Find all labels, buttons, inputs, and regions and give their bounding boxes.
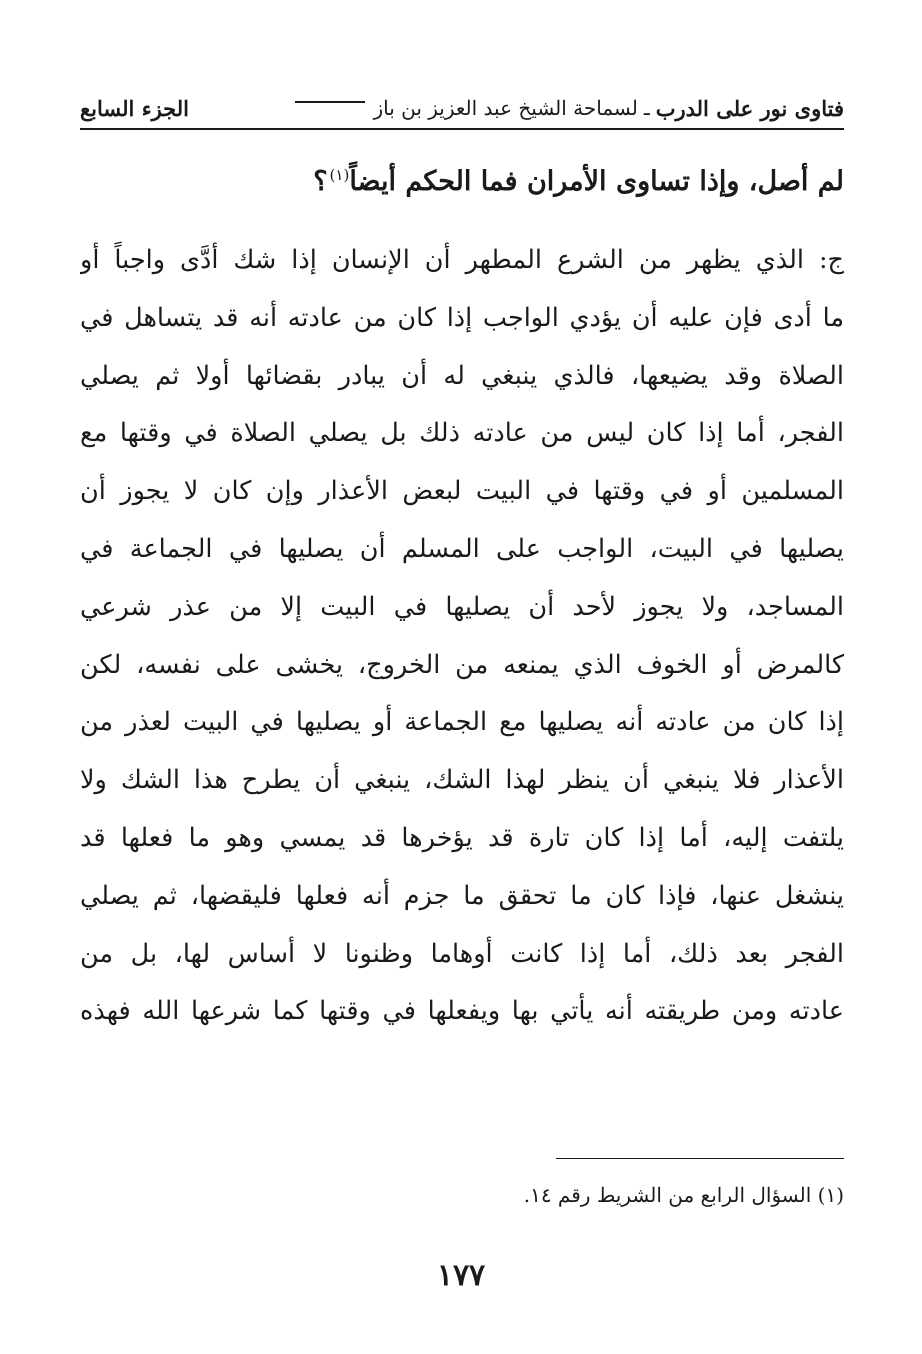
body-line: يلتفت إليه، أما إذا كان تارة قد يؤخرها قد يمسي وهو ما فعلها قد <box>80 822 844 853</box>
body-line: ما أدى فإن عليه أن يؤدي الواجب إذا كان من عادته أنه قد يتساهل في <box>80 302 844 333</box>
body-line: يصليها في البيت، الواجب على المسلم أن يصليها في الجماعة في <box>80 533 844 564</box>
body-line: ينشغل عنها، فإذا كان ما تحقق ما جزم أنه فعلها فليقضها، ثم يصلي <box>80 880 844 911</box>
body-line: الصلاة وقد يضيعها، فالذي ينبغي له أن يبادر بقضائها أولا ثم يصلي <box>80 360 844 391</box>
body-line: الفجر، أما إذا كان ليس من عادته ذلك بل يصلي الصلاة في وقتها مع <box>80 418 844 449</box>
footnote-divider <box>556 1158 844 1159</box>
header-title-group <box>287 96 844 121</box>
question-mark: ؟ <box>313 166 328 197</box>
body-line: إذا كان من عادته أنه يصليها مع الجماعة أو يصليها في البيت لعذر من <box>80 707 844 738</box>
body-line: ج: الذي يظهر من الشرع المطهر أن الإنسان إذا شك أدَّى واجباً أو <box>80 245 844 275</box>
body-line: المساجد، ولا يجوز لأحد أن يصليها في البيت إلا من عذر شرعي <box>80 591 844 622</box>
header-part: الجزء السابع <box>80 95 189 121</box>
answer-body <box>80 232 844 1041</box>
question-text: لم أصل، وإذا تساوى الأمران فما الحكم أيضاً <box>349 166 844 197</box>
header-book-title: فتاوى نور على الدرب <box>655 95 844 121</box>
running-header <box>80 88 844 130</box>
header-separator: ـ <box>643 96 650 120</box>
footnote-reference: (١) <box>329 166 350 184</box>
body-line: المسلمين أو في وقتها في البيت لبعض الأعذار وإن كان لا يجوز أن <box>80 476 844 507</box>
body-line: عادته ومن طريقته أنه يأتي بها ويفعلها في وقتها كما شرعها الله فهذه <box>80 996 844 1027</box>
header-rule <box>295 101 365 103</box>
header-author: لسماحة الشيخ عبد العزيز بن باز <box>373 96 638 120</box>
footnote: (١) السؤال الرابع من الشريط رقم ١٤. <box>523 1183 844 1207</box>
body-line: الفجر بعد ذلك، أما إذا كانت أوهاما وظنونا لا أساس لها، بل من <box>80 938 844 969</box>
page-number: ١٧٧ <box>436 1258 486 1293</box>
body-line: الأعذار فلا ينبغي أن ينظر لهذا الشك، ينبغي أن يطرح هذا الشك ولا <box>80 765 844 796</box>
question-heading <box>80 150 844 200</box>
body-line: كالمرض أو الخوف الذي يمنعه من الخروج، يخشى على نفسه، لكن <box>80 649 844 680</box>
